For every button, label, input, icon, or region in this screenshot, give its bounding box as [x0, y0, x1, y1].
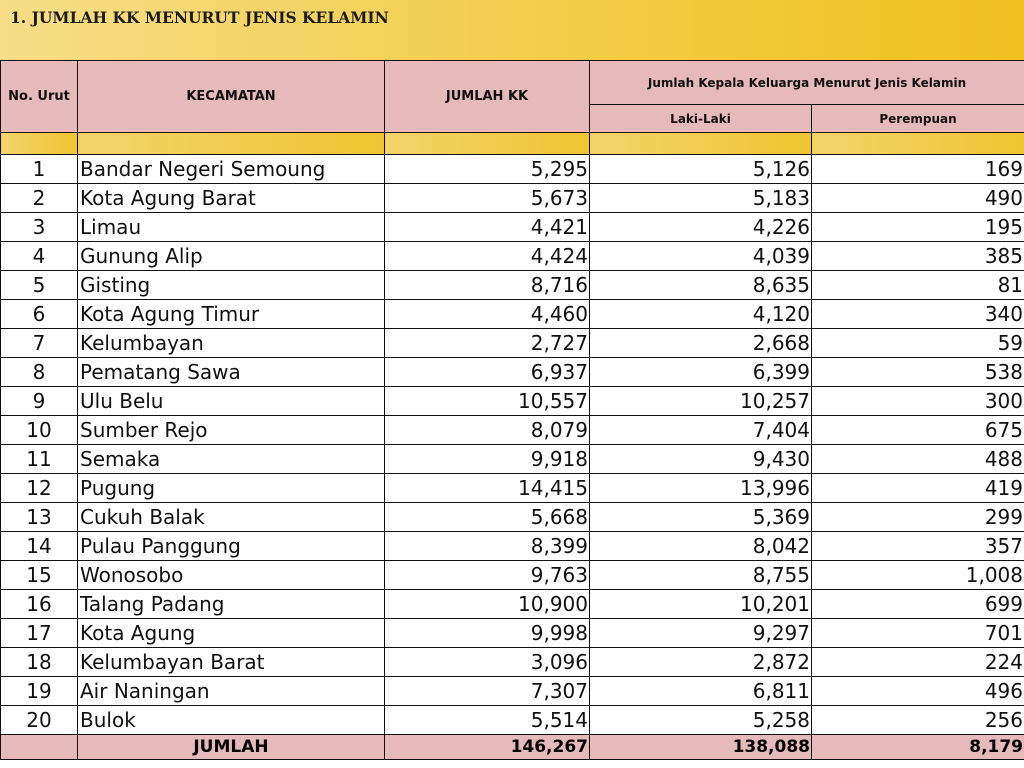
perempuan-value: 496 — [812, 677, 1024, 706]
laki-laki-value: 6,811 — [590, 677, 812, 706]
perempuan-value: 224 — [812, 648, 1024, 677]
spacer-cell — [385, 133, 590, 155]
jumlah-kk-value: 5,668 — [385, 503, 590, 532]
perempuan-value: 538 — [812, 358, 1024, 387]
jumlah-kk-value: 7,307 — [385, 677, 590, 706]
kecamatan-name: Semaka — [78, 445, 385, 474]
laki-laki-value: 4,226 — [590, 213, 812, 242]
table-row — [1, 619, 1024, 648]
perempuan-value: 701 — [812, 619, 1024, 648]
row-number: 18 — [1, 648, 78, 677]
row-number: 14 — [1, 532, 78, 561]
kecamatan-name: Pulau Panggung — [78, 532, 385, 561]
jumlah-kk-value: 10,900 — [385, 590, 590, 619]
kecamatan-name: Gunung Alip — [78, 242, 385, 271]
laki-laki-value: 5,258 — [590, 706, 812, 735]
header-jumlah-kk: JUMLAH KK — [385, 61, 590, 133]
jumlah-kk-value: 4,460 — [385, 300, 590, 329]
jumlah-kk-value: 14,415 — [385, 474, 590, 503]
kecamatan-name: Kota Agung — [78, 619, 385, 648]
laki-laki-value: 5,183 — [590, 184, 812, 213]
row-number: 4 — [1, 242, 78, 271]
jumlah-kk-value: 3,096 — [385, 648, 590, 677]
row-number: 10 — [1, 416, 78, 445]
row-number: 5 — [1, 271, 78, 300]
kecamatan-name: Pugung — [78, 474, 385, 503]
kecamatan-name: Ulu Belu — [78, 387, 385, 416]
perempuan-value: 490 — [812, 184, 1024, 213]
laki-laki-value: 8,755 — [590, 561, 812, 590]
kecamatan-name: Gisting — [78, 271, 385, 300]
laki-laki-value: 13,996 — [590, 474, 812, 503]
kecamatan-name: Pematang Sawa — [78, 358, 385, 387]
jumlah-kk-value: 5,514 — [385, 706, 590, 735]
kecamatan-name: Air Naningan — [78, 677, 385, 706]
table-row — [1, 445, 1024, 474]
table-row — [1, 590, 1024, 619]
total-empty-cell — [1, 735, 78, 760]
laki-laki-value: 2,668 — [590, 329, 812, 358]
jumlah-kk-value: 6,937 — [385, 358, 590, 387]
row-number: 9 — [1, 387, 78, 416]
jumlah-kk-value: 9,763 — [385, 561, 590, 590]
table-row — [1, 648, 1024, 677]
kecamatan-name: Cukuh Balak — [78, 503, 385, 532]
row-number: 12 — [1, 474, 78, 503]
table-row — [1, 503, 1024, 532]
row-number: 8 — [1, 358, 78, 387]
kecamatan-name: Kota Agung Barat — [78, 184, 385, 213]
spacer-cell — [812, 133, 1024, 155]
row-number: 20 — [1, 706, 78, 735]
kecamatan-name: Kota Agung Timur — [78, 300, 385, 329]
row-number: 16 — [1, 590, 78, 619]
perempuan-value: 675 — [812, 416, 1024, 445]
laki-laki-value: 4,039 — [590, 242, 812, 271]
perempuan-value: 385 — [812, 242, 1024, 271]
kecamatan-name: Limau — [78, 213, 385, 242]
header-group-jenis-kelamin: Jumlah Kepala Keluarga Menurut Jenis Kelamin — [590, 61, 1024, 105]
laki-laki-value: 7,404 — [590, 416, 812, 445]
row-number: 3 — [1, 213, 78, 242]
title-band — [0, 0, 1024, 60]
perempuan-value: 1,008 — [812, 561, 1024, 590]
table-row — [1, 329, 1024, 358]
table-row — [1, 155, 1024, 184]
laki-laki-value: 6,399 — [590, 358, 812, 387]
laki-laki-value: 8,635 — [590, 271, 812, 300]
table-row — [1, 474, 1024, 503]
laki-laki-value: 10,201 — [590, 590, 812, 619]
spacer-cell — [78, 133, 385, 155]
row-number: 11 — [1, 445, 78, 474]
table-row — [1, 561, 1024, 590]
kk-table — [0, 60, 1024, 760]
laki-laki-value: 5,369 — [590, 503, 812, 532]
jumlah-kk-value: 8,079 — [385, 416, 590, 445]
jumlah-kk-value: 9,998 — [385, 619, 590, 648]
table-row — [1, 184, 1024, 213]
header-perempuan: Perempuan — [812, 105, 1024, 133]
row-number: 13 — [1, 503, 78, 532]
table-row — [1, 358, 1024, 387]
row-number: 15 — [1, 561, 78, 590]
laki-laki-value: 10,257 — [590, 387, 812, 416]
table-row — [1, 706, 1024, 735]
jumlah-kk-value: 5,295 — [385, 155, 590, 184]
table-row — [1, 213, 1024, 242]
table-row — [1, 532, 1024, 561]
perempuan-value: 59 — [812, 329, 1024, 358]
header-no-urut: No. Urut — [1, 61, 78, 133]
row-number: 19 — [1, 677, 78, 706]
perempuan-value: 357 — [812, 532, 1024, 561]
laki-laki-value: 2,872 — [590, 648, 812, 677]
jumlah-kk-value: 9,918 — [385, 445, 590, 474]
total-label: JUMLAH — [78, 735, 385, 760]
jumlah-kk-value: 8,399 — [385, 532, 590, 561]
perempuan-value: 169 — [812, 155, 1024, 184]
total-jumlah-kk: 146,267 — [385, 735, 590, 760]
jumlah-kk-value: 10,557 — [385, 387, 590, 416]
kecamatan-name: Kelumbayan — [78, 329, 385, 358]
laki-laki-value: 5,126 — [590, 155, 812, 184]
perempuan-value: 699 — [812, 590, 1024, 619]
row-number: 7 — [1, 329, 78, 358]
total-row — [1, 735, 1024, 760]
header-laki-laki: Laki-Laki — [590, 105, 812, 133]
kecamatan-name: Sumber Rejo — [78, 416, 385, 445]
table-row — [1, 416, 1024, 445]
jumlah-kk-value: 2,727 — [385, 329, 590, 358]
perempuan-value: 488 — [812, 445, 1024, 474]
jumlah-kk-value: 4,421 — [385, 213, 590, 242]
laki-laki-value: 9,430 — [590, 445, 812, 474]
kecamatan-name: Talang Padang — [78, 590, 385, 619]
table-row — [1, 677, 1024, 706]
page-title: 1. JUMLAH KK MENURUT JENIS KELAMIN — [10, 8, 389, 27]
row-number: 17 — [1, 619, 78, 648]
spacer-cell — [1, 133, 78, 155]
laki-laki-value: 8,042 — [590, 532, 812, 561]
kecamatan-name: Bulok — [78, 706, 385, 735]
perempuan-value: 299 — [812, 503, 1024, 532]
total-laki-laki: 138,088 — [590, 735, 812, 760]
perempuan-value: 81 — [812, 271, 1024, 300]
perempuan-value: 256 — [812, 706, 1024, 735]
kecamatan-name: Kelumbayan Barat — [78, 648, 385, 677]
perempuan-value: 340 — [812, 300, 1024, 329]
jumlah-kk-value: 8,716 — [385, 271, 590, 300]
table-row — [1, 387, 1024, 416]
table-row — [1, 271, 1024, 300]
kecamatan-name: Wonosobo — [78, 561, 385, 590]
total-perempuan: 8,179 — [812, 735, 1024, 760]
laki-laki-value: 9,297 — [590, 619, 812, 648]
jumlah-kk-value: 4,424 — [385, 242, 590, 271]
kecamatan-name: Bandar Negeri Semoung — [78, 155, 385, 184]
spacer-row — [1, 133, 1024, 155]
table-row — [1, 300, 1024, 329]
laki-laki-value: 4,120 — [590, 300, 812, 329]
jumlah-kk-value: 5,673 — [385, 184, 590, 213]
spacer-cell — [590, 133, 812, 155]
row-number: 2 — [1, 184, 78, 213]
table-row — [1, 242, 1024, 271]
row-number: 6 — [1, 300, 78, 329]
perempuan-value: 419 — [812, 474, 1024, 503]
perempuan-value: 195 — [812, 213, 1024, 242]
row-number: 1 — [1, 155, 78, 184]
perempuan-value: 300 — [812, 387, 1024, 416]
header-kecamatan: KECAMATAN — [78, 61, 385, 133]
